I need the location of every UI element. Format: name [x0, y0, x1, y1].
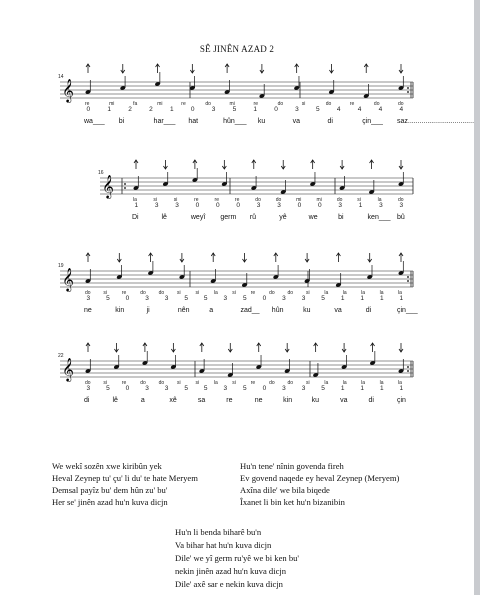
- lyric-line: We wekî sozên xwe kiribûn yek: [52, 461, 162, 471]
- hole-number: 5: [321, 385, 325, 392]
- solfege-label: mi: [109, 101, 115, 107]
- solfege-label: si: [357, 197, 361, 203]
- repeat-dot: [407, 366, 409, 368]
- solfege-label: fa: [133, 101, 138, 107]
- lyric-syllable: bi: [338, 214, 344, 221]
- hole-number: 1: [399, 385, 404, 392]
- lyric-line: Her se' jinên azad hu'n kuva dicjn: [52, 497, 168, 507]
- lyric-syllable: lê: [161, 214, 167, 221]
- solfege-label: do: [325, 101, 332, 107]
- solfege-label: do: [140, 380, 146, 386]
- lyric-syllable: ne: [84, 307, 92, 314]
- lyric-syllable: sa: [197, 397, 206, 404]
- hole-number: 1: [399, 295, 404, 302]
- solfege-label: re: [253, 101, 258, 107]
- lyric-syllable: rû: [249, 214, 257, 221]
- lyric-syllable: we: [308, 214, 318, 221]
- treble-clef-icon: 𝄞: [62, 267, 74, 291]
- lyric-syllable: bi: [118, 118, 125, 125]
- lyric-syllable: yê: [279, 214, 287, 221]
- lyric-line: Dile' we yî germ ru'yê we bi ken bu': [175, 553, 299, 563]
- solfege-label: re: [250, 290, 256, 296]
- repeat-dot: [124, 187, 126, 189]
- solfege-label: re: [121, 380, 127, 386]
- solfege-label: do: [398, 197, 404, 203]
- hole-number: 5: [243, 385, 247, 392]
- solfege-label: do: [205, 101, 211, 107]
- hole-number: 1: [169, 106, 174, 113]
- lyric-syllable: kin: [283, 397, 293, 404]
- hole-number: 1: [340, 295, 345, 302]
- hole-number: 3: [295, 106, 299, 113]
- lyric-syllable: di: [84, 397, 90, 404]
- repeat-dot: [407, 91, 409, 93]
- hole-number: 1: [358, 202, 363, 209]
- solfege-label: si: [301, 101, 306, 107]
- solfege-label: do: [373, 101, 380, 107]
- lyric-syllable: di: [365, 307, 372, 314]
- hole-number: 3: [86, 385, 91, 392]
- lyric-line: Dile' axê sar e nekin kuva dicjn: [175, 579, 283, 589]
- measure-number: 14: [58, 74, 64, 80]
- lyric-line: Demsal payîz bu' dem hûn zu' bu': [52, 485, 168, 495]
- solfege-label: do: [85, 380, 91, 386]
- lyric-syllable: hat: [188, 118, 199, 125]
- hole-number: 1: [134, 202, 139, 209]
- lyric-syllable: wa___: [84, 118, 105, 125]
- solfege-label: si: [232, 290, 236, 296]
- music-system: [58, 343, 413, 404]
- hole-number: 3: [282, 295, 286, 302]
- solfege-label: si: [305, 380, 310, 386]
- lyric-syllable: saz..................................: [397, 118, 474, 125]
- solfege-label: re: [181, 101, 186, 107]
- hole-number: 0: [216, 202, 220, 209]
- hole-number: 5: [232, 106, 237, 113]
- music-system: [58, 64, 474, 125]
- solfege-label: re: [214, 197, 219, 203]
- lyric-syllable: çin: [397, 397, 406, 404]
- solfege-label: re: [194, 197, 199, 203]
- lyric-syllable: ku: [311, 397, 320, 404]
- hole-number: 1: [360, 385, 364, 392]
- hole-number: 3: [164, 385, 169, 392]
- lyric-syllable: di: [327, 118, 333, 125]
- lyric-line: Heval Zeynep tu' çu' li du' te hate Meryem: [52, 473, 198, 483]
- solfege-label: re: [121, 290, 127, 296]
- lyric-syllable: va: [334, 307, 342, 314]
- music-system: [58, 253, 418, 314]
- lyric-syllable: Di: [132, 214, 139, 221]
- treble-clef-icon: 𝄞: [62, 78, 74, 102]
- solfege-label: si: [173, 197, 178, 203]
- solfege-label: re: [234, 197, 240, 203]
- solfege-label: do: [277, 101, 284, 107]
- hole-number: 3: [145, 385, 149, 392]
- staff-lines: [60, 82, 413, 98]
- solfege-label: si: [195, 380, 200, 386]
- solfege-label: si: [103, 290, 108, 296]
- hole-number: 5: [106, 385, 110, 392]
- solfege-label: mi: [157, 101, 163, 107]
- hole-number: 5: [243, 295, 247, 302]
- hole-number: 4: [336, 106, 341, 113]
- lyric-syllable: har___: [153, 118, 176, 125]
- lyric-line: Va bihar hat hu'n kuva dicjn: [175, 540, 272, 550]
- hole-number: 3: [223, 385, 228, 392]
- solfege-label: la: [324, 290, 329, 296]
- solfege-label: la: [377, 197, 382, 203]
- repeat-dot: [407, 87, 409, 89]
- staff-lines: [60, 271, 413, 287]
- hole-number: 3: [282, 385, 286, 392]
- staff-lines: [100, 178, 413, 194]
- hole-number: 0: [125, 385, 130, 392]
- solfege-label: si: [305, 290, 310, 296]
- hole-number: 3: [301, 295, 306, 302]
- solfege-label: do: [158, 290, 165, 296]
- lyric-syllable: va: [292, 118, 301, 125]
- hole-number: 0: [297, 202, 302, 209]
- lyric-line: Îxanet li bin ket hu'n bizanibin: [240, 497, 345, 507]
- hole-number: 1: [379, 385, 384, 392]
- lyric-syllable: lê: [112, 397, 118, 404]
- solfege-label: si: [153, 197, 158, 203]
- solfege-label: do: [140, 290, 146, 296]
- lyric-syllable: hûn___: [223, 118, 247, 125]
- hole-number: 0: [262, 385, 267, 392]
- solfege-label: la: [361, 290, 366, 296]
- lyric-syllable: ken___: [367, 214, 391, 221]
- hole-number: 3: [277, 202, 281, 209]
- hole-number: 3: [211, 106, 216, 113]
- solfege-label: la: [213, 290, 218, 296]
- score-title: SÊ JINÊN AZAD 2: [199, 44, 275, 54]
- lyric-line: Ev govend naqede ey heval Zeynep (Meryem): [240, 473, 400, 483]
- solfege-label: do: [255, 197, 261, 203]
- repeat-dot: [407, 276, 409, 278]
- hole-number: 2: [128, 106, 132, 113]
- measure-number: 22: [58, 353, 64, 359]
- solfege-label: mi: [229, 101, 235, 107]
- hole-number: 0: [236, 202, 241, 209]
- repeat-dot: [407, 370, 409, 372]
- lyric-syllable: bû: [397, 214, 405, 221]
- solfege-label: mi: [296, 197, 302, 203]
- hole-number: 4: [399, 106, 404, 113]
- hole-number: 3: [164, 295, 169, 302]
- hole-number: 0: [274, 106, 278, 113]
- solfege-label: la: [342, 380, 347, 386]
- lyrics-right-column: [240, 460, 399, 508]
- solfege-label: si: [232, 380, 236, 386]
- solfege-label: la: [379, 290, 384, 296]
- lyric-syllable: ji: [146, 307, 150, 314]
- hole-number: 3: [301, 385, 306, 392]
- measure-number: 16: [98, 170, 104, 176]
- staff-lines: [60, 361, 413, 377]
- measure-number: 19: [58, 263, 64, 269]
- lyric-syllable: ku: [303, 307, 311, 314]
- lyric-syllable: re: [226, 397, 233, 404]
- hole-number: 3: [256, 202, 261, 209]
- lyric-syllable: kin: [115, 307, 125, 314]
- hole-number: 2: [149, 106, 153, 113]
- solfege-label: do: [269, 380, 275, 386]
- solfege-label: la: [379, 380, 384, 386]
- repeat-dot: [124, 183, 126, 185]
- hole-number: 1: [379, 295, 384, 302]
- hole-number: 0: [125, 295, 130, 302]
- lyric-syllable: xê: [169, 397, 177, 404]
- lyric-line: Hu'n li benda biharê bu'n: [175, 527, 262, 537]
- treble-clef-icon: 𝄞: [102, 174, 114, 198]
- hole-number: 5: [106, 295, 110, 302]
- hole-number: 1: [360, 295, 364, 302]
- solfege-label: do: [85, 290, 91, 296]
- solfege-label: si: [195, 290, 200, 296]
- lyric-syllable: nên: [177, 307, 190, 314]
- lyric-syllable: a: [140, 397, 145, 404]
- lyrics-center-column: [175, 526, 299, 591]
- hole-number: 4: [357, 106, 362, 113]
- hole-number: 0: [262, 295, 267, 302]
- hole-number: 3: [223, 295, 228, 302]
- hole-number: 5: [203, 385, 208, 392]
- hole-number: 1: [107, 106, 111, 113]
- hole-number: 1: [340, 385, 345, 392]
- hole-number: 3: [379, 202, 383, 209]
- solfege-label: do: [398, 101, 404, 107]
- hole-number: 3: [145, 295, 149, 302]
- solfege-label: do: [287, 290, 294, 296]
- hole-number: 5: [203, 295, 208, 302]
- treble-clef-icon: 𝄞: [62, 357, 74, 381]
- solfege-label: la: [324, 380, 329, 386]
- lyric-syllable: germ: [220, 214, 237, 221]
- solfege-label: re: [250, 380, 256, 386]
- lyric-line: Axîna dile' we bila biqede: [240, 485, 330, 495]
- hole-number: 5: [184, 295, 188, 302]
- lyric-syllable: ku: [257, 118, 266, 125]
- hole-number: 3: [86, 295, 91, 302]
- solfege-label: la: [133, 197, 137, 203]
- lyrics-left-column: [52, 460, 198, 508]
- lyric-syllable: ne: [254, 397, 263, 404]
- solfege-label: re: [85, 101, 90, 107]
- solfege-label: do: [269, 290, 275, 296]
- solfege-label: do: [287, 380, 294, 386]
- hole-number: 0: [317, 202, 322, 209]
- solfege-label: do: [158, 380, 165, 386]
- solfege-label: mi: [316, 197, 322, 203]
- solfege-label: si: [177, 380, 181, 386]
- solfege-label: re: [349, 101, 355, 107]
- solfege-label: la: [213, 380, 218, 386]
- repeat-dot: [407, 280, 409, 282]
- lyric-syllable: di: [368, 397, 374, 404]
- hole-number: 3: [154, 202, 159, 209]
- solfege-label: si: [177, 290, 181, 296]
- hole-number: 5: [184, 385, 188, 392]
- music-system: [98, 160, 413, 221]
- lyric-syllable: çin___: [397, 307, 418, 314]
- hole-number: 4: [378, 106, 383, 113]
- hole-number: 0: [195, 202, 200, 209]
- lyric-syllable: weyî: [190, 214, 206, 221]
- hole-number: 0: [86, 106, 91, 113]
- solfege-label: do: [336, 197, 343, 203]
- hole-number: 3: [338, 202, 342, 209]
- solfege-label: la: [361, 380, 366, 386]
- hole-number: 1: [253, 106, 258, 113]
- lyric-syllable: hûn: [271, 307, 284, 314]
- solfege-label: la: [342, 290, 347, 296]
- hole-number: 0: [190, 106, 195, 113]
- lyric-syllable: çin___: [362, 118, 383, 125]
- hole-number: 3: [175, 202, 179, 209]
- hole-number: 5: [316, 106, 320, 113]
- lyric-syllable: a: [209, 307, 214, 314]
- solfege-label: do: [275, 197, 282, 203]
- lyric-line: nekin jinên azad hu'n kuva dicjn: [175, 566, 287, 576]
- solfege-label: la: [398, 380, 402, 386]
- lyric-line: Hu'n tene' nînin govenda fireh: [240, 461, 344, 471]
- hole-number: 3: [399, 202, 404, 209]
- lyric-syllable: zad__: [240, 307, 260, 314]
- solfege-label: la: [398, 290, 402, 296]
- solfege-label: si: [103, 380, 108, 386]
- hole-number: 5: [321, 295, 325, 302]
- lyric-syllable: va: [340, 397, 348, 404]
